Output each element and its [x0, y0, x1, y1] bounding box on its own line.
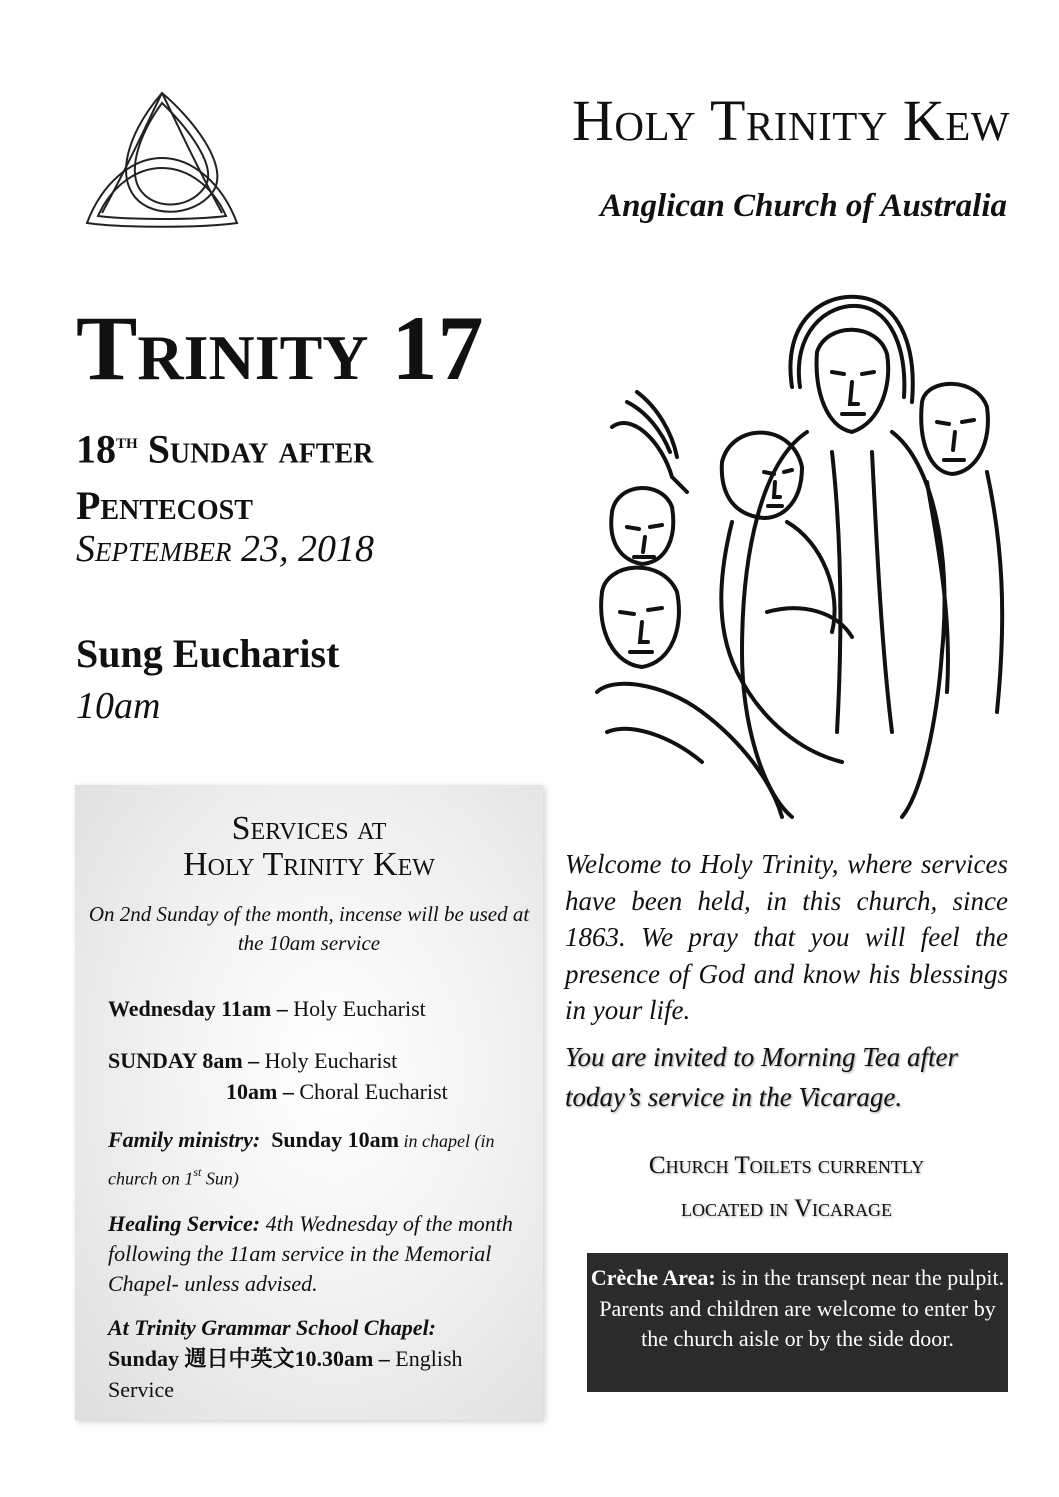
healing-service-label: Healing Service:: [108, 1211, 261, 1236]
family-ministry-label: Family ministry:: [108, 1127, 261, 1152]
sunday-10am-service-name: Choral Eucharist: [299, 1079, 448, 1104]
sunday-10am-service: [226, 1076, 448, 1107]
creche-notice: [587, 1253, 1008, 1392]
morning-tea-invite: You are invited to Morning Tea after today’s service in the Vicarage.: [565, 1042, 959, 1112]
healing-service-text: 4th Wednesday of the month following the 11am service in the Memorial Chapel- unless advised.: [108, 1211, 513, 1296]
creche-label: Crèche Area:: [590, 1265, 716, 1290]
grammar-chapel-service-name: English Service: [108, 1346, 463, 1402]
sunday-rest: Sunday after: [137, 426, 374, 472]
wednesday-sep: –: [271, 996, 294, 1021]
wednesday-time: Wednesday 11am: [108, 996, 272, 1021]
grammar-chapel-time: Sunday 週日中英文10.30am –: [108, 1346, 390, 1371]
service-name: Sung Eucharist: [76, 631, 340, 676]
wednesday-service: [108, 993, 426, 1024]
toilets-notice-line1: Church Toilets currently: [648, 1152, 925, 1179]
family-ministry-note-b: Sun): [201, 1168, 239, 1189]
page-title: Trinity 17: [76, 297, 484, 399]
healing-service: [108, 1209, 528, 1299]
family-ministry-time: Sunday 10am: [271, 1127, 399, 1152]
sunday-8am-service: [108, 1045, 397, 1076]
sunday-8am-time: SUNDAY 8am: [108, 1048, 243, 1073]
sunday-8am-sep: –: [242, 1048, 265, 1073]
service-time: 10am: [76, 685, 161, 727]
service-date: September 23, 2018: [76, 528, 374, 570]
services-box-title-line2: Holy Trinity Kew: [183, 846, 435, 883]
sunday-number: 18: [76, 426, 116, 472]
pentecost-label: Pentecost: [76, 483, 253, 529]
incense-note: On 2nd Sunday of the month, incense will be used at the 10am service: [88, 902, 530, 955]
grammar-chapel-service: [108, 1312, 533, 1405]
christ-with-child-and-disciples-drawing: [592, 292, 1012, 822]
sunday-10am-time: 10am: [226, 1079, 278, 1104]
sunday-heading: [76, 412, 546, 534]
wednesday-service-name: Holy Eucharist: [293, 996, 426, 1021]
triquetra-icon: [82, 88, 242, 230]
church-name-title: Holy Trinity Kew: [572, 88, 1010, 153]
grammar-chapel-label: At Trinity Grammar School Chapel:: [108, 1315, 437, 1340]
church-subtitle: Anglican Church of Australia: [600, 188, 1007, 224]
sunday-suffix: th: [116, 428, 138, 453]
family-ministry: [108, 1124, 528, 1194]
welcome-text: Welcome to Holy Trinity, where services have been held, in this church, since 1863. We pray that you will feel the presence of God and know his blessings in your life.: [565, 849, 1008, 1025]
sunday-10am-sep: –: [277, 1079, 300, 1104]
family-ministry-note-a: in chapel (in church on 1: [108, 1131, 495, 1189]
creche-text: is in the transept near the pulpit. Parents and children are welcome to enter by the church aisle or by the side door.: [599, 1265, 1005, 1351]
services-box-title-line1: Services at: [231, 810, 387, 847]
sunday-8am-service-name: Holy Eucharist: [264, 1048, 398, 1073]
toilets-notice-line2: located in Vicarage: [680, 1195, 893, 1222]
family-ministry-note-sup: st: [193, 1165, 202, 1179]
